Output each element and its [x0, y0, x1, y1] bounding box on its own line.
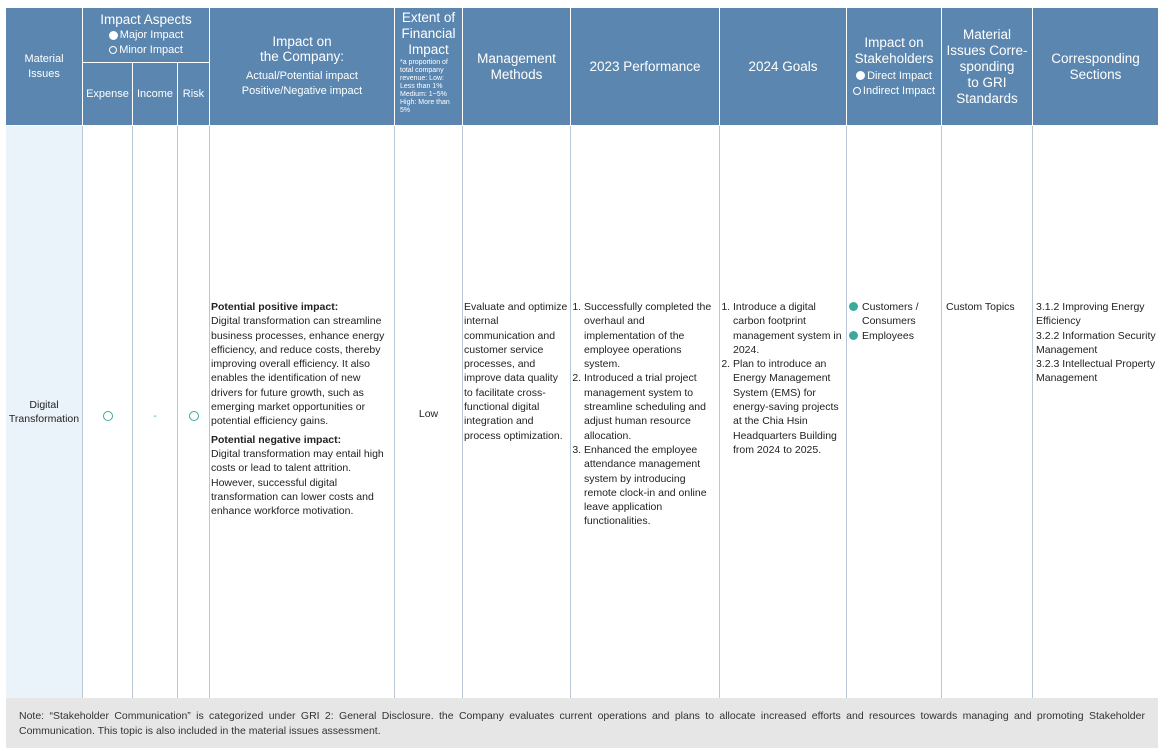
income-label: Income	[136, 88, 174, 100]
gri-title-2: Issues Corre-	[946, 42, 1028, 58]
hollow-circle-icon	[853, 87, 861, 95]
header-risk	[178, 63, 209, 125]
impact-on-company-cell	[211, 300, 392, 518]
gri-title-4: to GRI	[967, 74, 1007, 90]
management-cell	[464, 300, 569, 443]
expense-mark	[83, 126, 132, 706]
stakeholders-cell	[849, 300, 941, 343]
header-management	[463, 8, 570, 125]
header-gri	[942, 8, 1032, 125]
issue-line-1: Digital	[29, 399, 59, 411]
stakeholders-title-1: Impact on	[864, 34, 924, 50]
income-dash: -	[153, 410, 157, 422]
grid-line	[846, 126, 847, 698]
negative-impact-text: Digital transformation may entail high costs or lead to talent attrition. However, successful digital transformation can lower costs and enhance workforce motivation.	[211, 447, 384, 518]
direct-impact-label: Direct Impact	[867, 69, 932, 82]
performance-item: 3. Enhanced the employee attendance management system by introducing remote clock-in and online leave application functionalities.	[584, 443, 717, 529]
footnote	[6, 698, 1158, 748]
management-title-2: Methods	[490, 66, 543, 82]
impact-company-sub-1: Actual/Potential impact	[246, 70, 358, 82]
extent-title-2: Financial	[401, 26, 456, 41]
grid-line	[570, 126, 571, 698]
extent-cell	[395, 126, 462, 702]
impact-company-sub-2: Positive/Negative impact	[241, 85, 363, 97]
material-issue-name	[6, 126, 82, 698]
goals-cell	[721, 300, 845, 457]
filled-circle-icon	[109, 31, 118, 40]
direct-impact-legend	[856, 69, 932, 84]
grid-line	[1032, 126, 1033, 698]
impact-company-title-1: Impact on	[272, 34, 332, 49]
management-title-1: Management	[477, 50, 556, 66]
section-link: 3.1.2 Improving Energy Efficiency	[1036, 301, 1145, 328]
direct-impact-icon	[849, 302, 858, 311]
extent-title-3: Impact	[408, 42, 449, 57]
income-mark	[133, 126, 177, 706]
stakeholder-item	[849, 300, 941, 329]
header-impact-on-company	[210, 8, 394, 125]
gri-title-1: Material	[962, 26, 1011, 42]
extent-note: *a proportion of total company revenue: Low: Less than 1% Medium: 1~5% High: More than 5%	[400, 59, 450, 114]
stakeholder-item	[849, 329, 941, 343]
header-impact-aspects	[83, 8, 209, 62]
minor-impact-label: Minor Impact	[119, 44, 183, 56]
header-stakeholders	[847, 8, 941, 125]
sections-title-1: Corresponding	[1051, 50, 1140, 66]
impact-aspects-title: Impact Aspects	[100, 12, 192, 27]
risk-mark	[178, 126, 209, 706]
expense-label: Expense	[86, 88, 129, 100]
extent-title-1: Extent of	[401, 10, 456, 25]
issue-line-2: Transformation	[8, 413, 80, 425]
sections-cell	[1036, 300, 1158, 386]
extent-value: Low	[418, 408, 439, 420]
performance-title: 2023 Performance	[589, 59, 701, 74]
goals-title: 2024 Goals	[748, 59, 818, 74]
goal-item: 2. Plan to introduce an Energy Management System (EMS) for energy-saving projects at the Chia Hsin Headquarters Building from 2024 to 2025.	[733, 357, 845, 457]
direct-impact-icon	[849, 331, 858, 340]
header-expense	[83, 63, 132, 125]
performance-item: 1. Successfully completed the overhaul and implementation of the employee operations system.	[584, 300, 717, 371]
grid-line	[462, 126, 463, 698]
stakeholder-label: Customers / Consumers	[862, 301, 919, 328]
indirect-impact-label: Indirect Impact	[862, 84, 936, 97]
section-link: 3.2.3 Intellectual Property Management	[1036, 358, 1156, 385]
hollow-circle-icon	[109, 46, 117, 54]
minor-impact-icon	[189, 411, 199, 421]
header-performance	[571, 8, 719, 125]
performance-item: 2. Introduced a trial project management system to streamline scheduling and adjust human resource allocation.	[584, 371, 717, 442]
major-impact-label: Major Impact	[119, 29, 184, 41]
grid-line	[941, 126, 942, 698]
header-sections	[1033, 8, 1158, 125]
header-material-issues-text: Material Issues	[24, 52, 64, 80]
header-goals	[720, 8, 846, 125]
header-material-issues	[6, 8, 82, 125]
management-text: Evaluate and optimize internal communication and customer service processes, and improve data quality to facilitate cross-functional digital integration and process optimization.	[464, 301, 568, 442]
grid-line	[719, 126, 720, 698]
section-link: 3.2.2 Information Security Management	[1036, 329, 1156, 356]
grid-line	[209, 126, 210, 698]
minor-impact-legend	[83, 43, 209, 57]
negative-impact-title: Potential negative impact:	[211, 433, 342, 446]
major-impact-legend	[83, 28, 209, 43]
positive-impact-text: Digital transformation can streamline business processes, enhance energy efficiency, and reduce costs, thereby improving overall efficiency. It also enables the identification of new drivers for future growth, such as emerging market opportunities or potential efficiency gains.	[211, 315, 385, 428]
gri-title-5: Standards	[956, 90, 1018, 106]
minor-impact-icon	[103, 411, 113, 421]
indirect-impact-legend	[853, 84, 935, 99]
footnote-text: Note: “Stakeholder Communication” is categorized under GRI 2: General Disclosure. the Company evaluates current operations and plans to allocate increased efforts and resources towards managing and promoting Stakeholder Communication. This topic is also included in the material issues assessment.	[19, 710, 1145, 737]
gri-text: Custom Topics	[946, 301, 1015, 313]
filled-circle-icon	[856, 71, 865, 80]
header-income	[133, 63, 177, 125]
gri-cell	[946, 300, 1032, 314]
gri-title-3: sponding	[959, 58, 1015, 74]
header-extent	[395, 8, 462, 125]
stakeholders-title-2: Stakeholders	[854, 50, 934, 66]
positive-impact-title: Potential positive impact:	[211, 301, 339, 313]
risk-label: Risk	[182, 88, 205, 100]
goal-item: 1. Introduce a digital carbon footprint management system in 2024.	[733, 300, 845, 357]
performance-cell	[572, 300, 717, 529]
stakeholder-label: Employees	[862, 329, 914, 342]
impact-company-title-2: the Company:	[259, 49, 345, 64]
sections-title-2: Sections	[1069, 66, 1122, 82]
